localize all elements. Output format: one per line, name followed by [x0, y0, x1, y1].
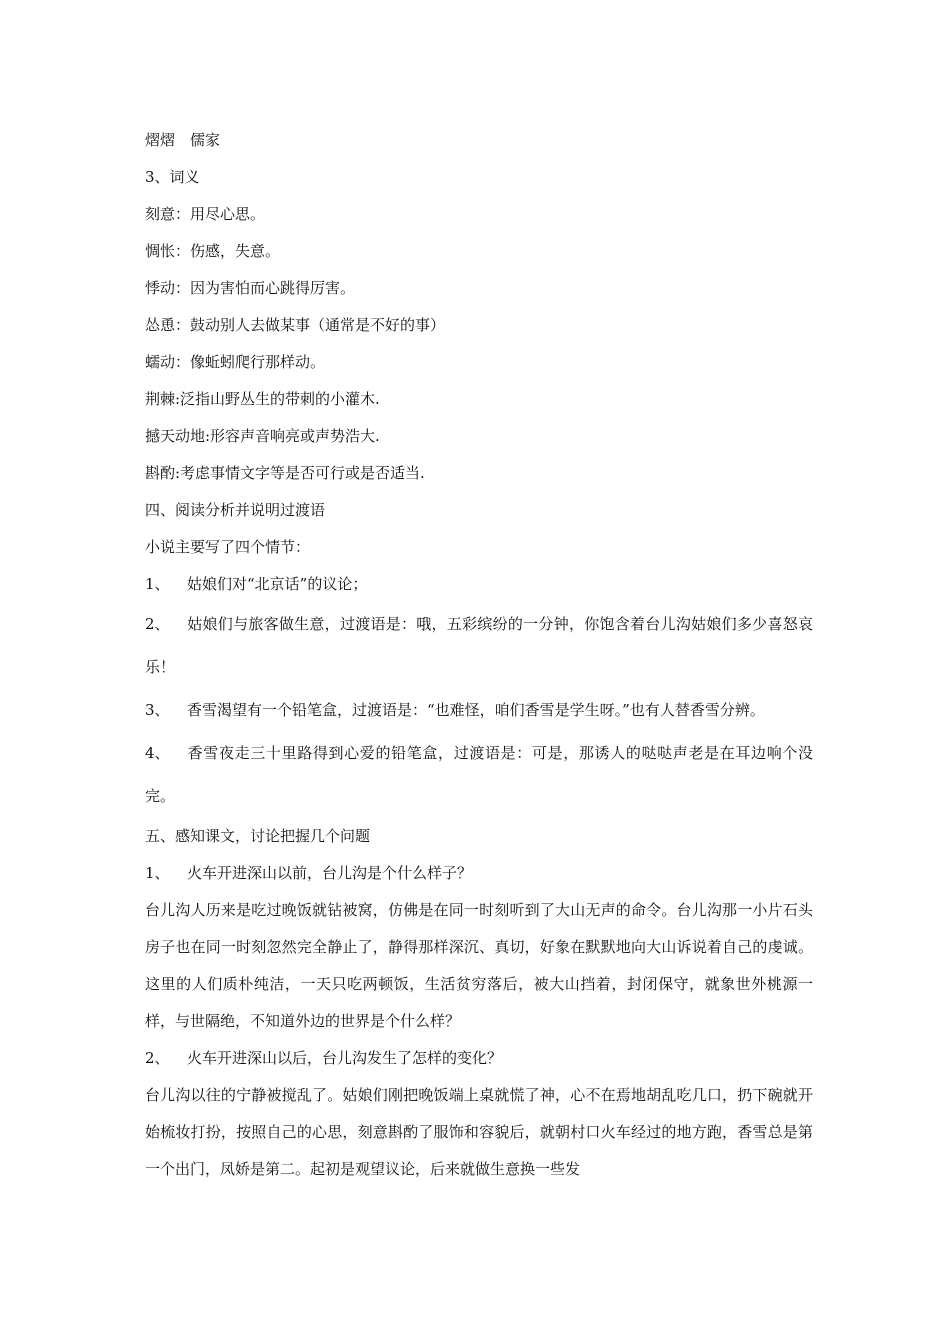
plot-item: [145, 603, 813, 689]
plot-item: [145, 689, 813, 732]
definition-line: 悸动：因为害怕而心跳得厉害。: [145, 279, 356, 297]
definition-line: 刻意：用尽心思。: [145, 205, 266, 223]
item-text: 香雪夜走三十里路得到心爱的铅笔盒，过渡语是：可是，那诱人的哒哒声老是在耳边响个没完。: [145, 744, 813, 805]
document-body: [145, 122, 813, 1188]
item-number: 3、: [145, 701, 170, 719]
item-number: 2、: [145, 1049, 170, 1067]
item-number: 1、: [145, 864, 170, 882]
item-number: 2、: [145, 615, 170, 633]
item-text: 火车开进深山以后，台儿沟发生了怎样的变化？: [187, 1049, 503, 1067]
answer-paragraph: 台儿沟以往的宁静被搅乱了。姑娘们刚把晚饭端上桌就慌了神，心不在焉地胡乱吃几口，扔下碗就开始梳妆打扮，按照自己的心思，刻意斟酌了服饰和容貌后，就朝村口火车经过的地方跑，香雪总是第一个出门，凤娇是第二。起初是观望议论，后来就做生意换一些发: [145, 1086, 813, 1178]
definition-line: 怂恿：鼓动别人去做某事（通常是不好的事）: [145, 316, 446, 334]
item-text: 火车开进深山以前，台儿沟是个什么样子？: [187, 864, 473, 882]
question-item: [145, 855, 813, 892]
definition-line: 荆棘:泛指山野丛生的带刺的小灌木.: [145, 390, 380, 408]
section-heading: 四、阅读分析并说明过渡语: [145, 501, 326, 519]
text-line: 小说主要写了四个情节：: [145, 538, 311, 556]
question-item: [145, 1040, 813, 1077]
definition-line: 斟酌:考虑事情文字等是否可行或是否适当.: [145, 464, 425, 482]
answer-paragraph: 台儿沟人历来是吃过晚饭就钻被窝，仿佛是在同一时刻听到了大山无声的命令。台儿沟那一小片石头房子也在同一时刻忽然完全静止了，静得那样深沉、真切，好象在默默地向大山诉说着自己的虔诚。这里的人们质朴纯洁，一天只吃两顿饭，生活贫穷落后，被大山挡着，封闭保守，就象世外桃源一样，与世隔绝，不知道外边的世界是个什么样？: [145, 901, 813, 1030]
definition-line: 蠕动：像蚯蚓爬行那样动。: [145, 353, 326, 371]
section-heading: 3、词义: [145, 168, 200, 186]
item-number: 4、: [145, 744, 170, 762]
item-text: 姑娘们对“北京话”的议论；: [187, 575, 368, 593]
item-text: 姑娘们与旅客做生意，过渡语是：哦，五彩缤纷的一分钟，你饱含着台儿沟姑娘们多少喜怒哀乐！: [145, 615, 813, 676]
plot-item: [145, 566, 813, 603]
definition-line: 撼天动地:形容声音响亮或声势浩大.: [145, 427, 380, 445]
item-text: 香雪渴望有一个铅笔盒，过渡语是：“也难怪，咱们香雪是学生呀。”也有人替香雪分辨。: [187, 701, 765, 719]
definition-line: 惆怅：伤感，失意。: [145, 242, 281, 260]
item-number: 1、: [145, 575, 170, 593]
section-heading: 五、感知课文，讨论把握几个问题: [145, 827, 371, 845]
plot-item: [145, 732, 813, 818]
text-line: 熠熠 儒家: [145, 131, 221, 149]
